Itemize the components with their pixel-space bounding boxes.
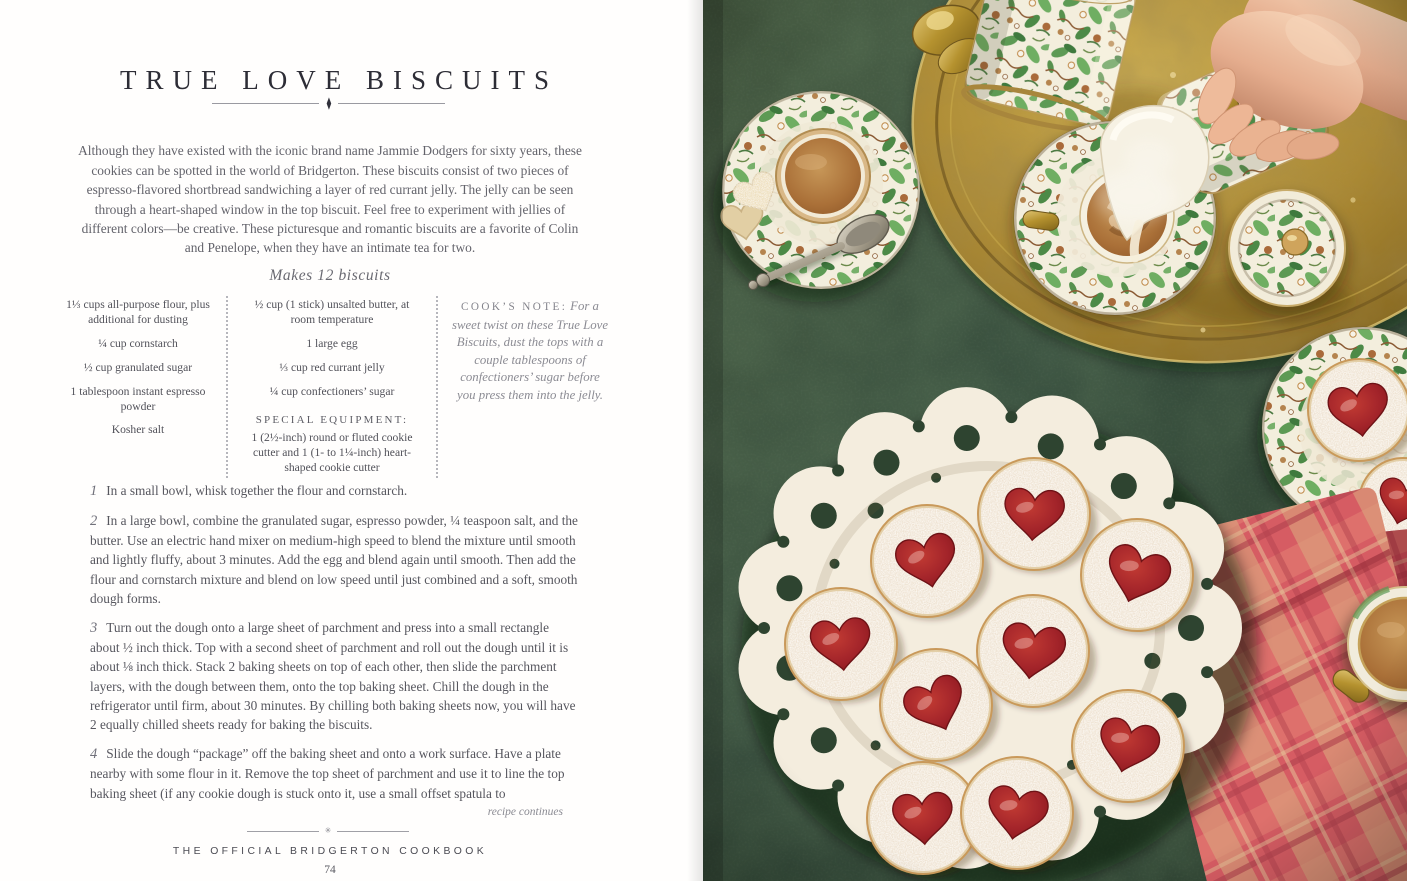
ingredient-item: ½ cup (1 stick) unsalted butter, at room temperature: [254, 298, 410, 326]
ingredient-item: 1⅓ cups all-purpose flour, plus additional for dusting: [66, 298, 210, 326]
recipe-page: [0, 0, 703, 881]
instruction-step-2: [90, 511, 580, 608]
special-equipment-label: SPECIAL EQUIPMENT:: [255, 413, 409, 426]
gutter-shadow: [703, 0, 723, 881]
ingredient-item: 1 tablespoon instant espresso powder: [70, 384, 206, 413]
cooks-note: [436, 296, 622, 478]
title-divider: [212, 97, 445, 109]
ingredient-item: Kosher salt: [111, 423, 165, 437]
recipe-yield: Makes 12 biscuits: [269, 266, 391, 284]
recipe-intro: Although they have existed with the iconic brand name Jammie Dodgers for sixty years, these cookies can be spotted in the world of Bridgerton. These biscuits consist of two pieces of espresso-flavored shortbread sandwiching a layer of red currant jelly. The jelly can be seen through a heart-shaped window in the top biscuit. Feel free to experiment with jellies of different colors—be creative. These picturesque and romantic biscuits are a favorite of Colin and Penelope, when they have an intimate tea for two.: [78, 143, 582, 256]
ingredients-column-1: [50, 296, 226, 478]
tea-and-biscuits-photo: [703, 0, 1407, 881]
step-number: 2: [90, 512, 98, 529]
ingredients-column-2: [226, 296, 436, 478]
step-text: In a small bowl, whisk together the flour and cornstarch.: [106, 483, 408, 498]
instruction-step-1: [90, 481, 580, 501]
instruction-step-3: [90, 618, 580, 735]
step-text: Slide the dough “package” off the baking sheet and onto a work surface. Have a plate nearby with some flour in it. Remove the top sheet of parchment and use it to line the top baking sheet (if any cookie dough is stuck onto it, use a small offset spatula to: [90, 746, 565, 801]
ingredients-section: [50, 296, 630, 478]
special-equipment-text: 1 (2½-inch) round or fluted cookie cutter and 1 (1- to 1¼-inch) heart-shaped cookie cutter: [251, 431, 413, 475]
step-number: 3: [90, 619, 98, 636]
page-number: 74: [324, 864, 336, 876]
instructions: [90, 481, 580, 812]
ingredient-item: ⅓ cup red currant jelly: [279, 360, 385, 374]
instruction-step-4: [90, 744, 580, 803]
ingredient-item: 1 large egg: [306, 336, 358, 350]
photo-page: [703, 0, 1407, 881]
step-text: In a large bowl, combine the granulated sugar, espresso powder, ¼ teaspoon salt, and the butter. Use an electric hand mixer on medium-high speed to blend the mixture until smooth and lightly fluffy, about 3 minutes. Add the egg and blend again until smooth. Then add the flour and cornstarch mixture and blend on low speed until just combined and a soft, smooth dough forms.: [90, 512, 578, 606]
recipe-continues-note: recipe continues: [487, 805, 563, 818]
step-number: 1: [90, 483, 98, 499]
footer-divider: [247, 827, 409, 835]
asterisk-ornament-icon: ✳: [324, 826, 332, 835]
ingredient-item: ¼ cup confectioners’ sugar: [269, 384, 395, 398]
page-gutter-shadow: [687, 0, 703, 881]
ingredient-item: ¼ cup cornstarch: [98, 336, 178, 350]
ingredient-item: ½ cup granulated sugar: [83, 360, 193, 374]
vignette: [703, 0, 1407, 881]
cooks-note-label: COOK’S NOTE:: [461, 301, 568, 313]
page-title: TRUE LOVE BISCUITS: [120, 65, 558, 96]
cooks-note-text: For a sweet twist on these True Love Biscuits, dust the tops with a couple tablespoons of confectioners’ sugar before you press them into the jelly.: [451, 299, 609, 402]
book-title-footer: THE OFFICIAL BRIDGERTON COOKBOOK: [172, 846, 488, 857]
diamond-ornament-icon: ⧫: [326, 96, 331, 110]
step-text: Turn out the dough onto a large sheet of parchment and press into a small rectangle about ½ inch thick. Top with a second sheet of parchment and roll out the dough until it is about ⅛ inch thick. Stack 2 baking sheets on top of each other, then slide the parchment layers, with the dough between them, onto the top baking sheet. Chill the dough in the refrigerator until firm, about 30 minutes. By chilling both baking sheets now, you will have 2 equally chilled sheets ready for baking the biscuits.: [90, 619, 576, 733]
step-number: 4: [90, 746, 98, 763]
